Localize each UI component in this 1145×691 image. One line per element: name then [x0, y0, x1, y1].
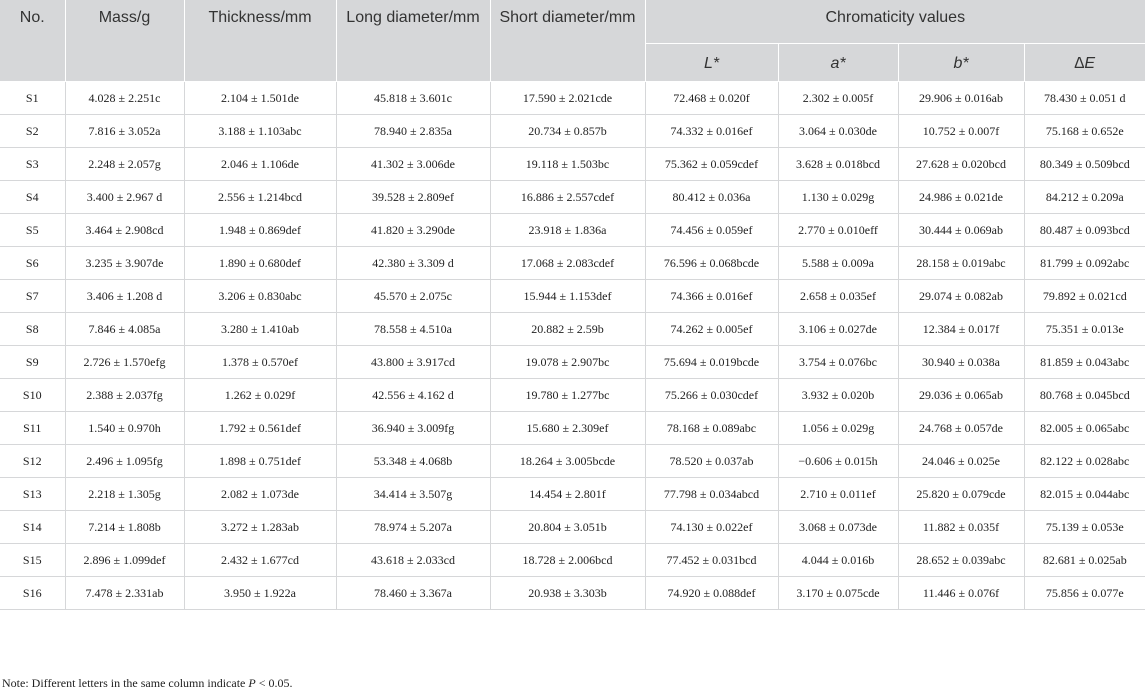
table-row: [0, 478, 1145, 511]
cell-b-star: 24.046 ± 0.025e: [898, 445, 1024, 478]
cell-mass: 2.218 ± 1.305g: [65, 478, 184, 511]
table-row: [0, 577, 1145, 610]
cell-l-star: 74.130 ± 0.022ef: [645, 511, 778, 544]
cell-l-star: 75.694 ± 0.019bcde: [645, 346, 778, 379]
cell-short-diameter: 19.118 ± 1.503bc: [490, 148, 645, 181]
cell-thickness: 1.262 ± 0.029f: [184, 379, 336, 412]
cell-a-star: −0.606 ± 0.015h: [778, 445, 898, 478]
table-body: [0, 82, 1145, 610]
table-row: [0, 412, 1145, 445]
header-delta-e: ∆E: [1024, 44, 1145, 82]
cell-a-star: 2.658 ± 0.035ef: [778, 280, 898, 313]
header-l-star: L*: [645, 44, 778, 82]
cell-long-diameter: 53.348 ± 4.068b: [336, 445, 490, 478]
cell-mass: 2.896 ± 1.099def: [65, 544, 184, 577]
cell-delta-e: 82.015 ± 0.044abc: [1024, 478, 1145, 511]
cell-delta-e: 84.212 ± 0.209a: [1024, 181, 1145, 214]
cell-short-diameter: 19.078 ± 2.907bc: [490, 346, 645, 379]
cell-a-star: 4.044 ± 0.016b: [778, 544, 898, 577]
cell-mass: 2.726 ± 1.570efg: [65, 346, 184, 379]
cell-b-star: 24.768 ± 0.057de: [898, 412, 1024, 445]
cell-a-star: 5.588 ± 0.009a: [778, 247, 898, 280]
cell-short-diameter: 18.264 ± 3.005bcde: [490, 445, 645, 478]
cell-b-star: 30.940 ± 0.038a: [898, 346, 1024, 379]
cell-l-star: 77.452 ± 0.031bcd: [645, 544, 778, 577]
cell-short-diameter: 15.944 ± 1.153def: [490, 280, 645, 313]
cell-no: S8: [0, 313, 65, 346]
cell-l-star: 76.596 ± 0.068bcde: [645, 247, 778, 280]
cell-delta-e: 75.168 ± 0.652e: [1024, 115, 1145, 148]
cell-long-diameter: 78.460 ± 3.367a: [336, 577, 490, 610]
table-row: [0, 115, 1145, 148]
cell-no: S10: [0, 379, 65, 412]
cell-l-star: 72.468 ± 0.020f: [645, 82, 778, 115]
table-row: [0, 379, 1145, 412]
cell-delta-e: 78.430 ± 0.051 d: [1024, 82, 1145, 115]
cell-l-star: 74.332 ± 0.016ef: [645, 115, 778, 148]
cell-mass: 1.540 ± 0.970h: [65, 412, 184, 445]
cell-short-diameter: 20.938 ± 3.303b: [490, 577, 645, 610]
cell-a-star: 3.106 ± 0.027de: [778, 313, 898, 346]
cell-no: S9: [0, 346, 65, 379]
cell-long-diameter: 39.528 ± 2.809ef: [336, 181, 490, 214]
cell-delta-e: 82.005 ± 0.065abc: [1024, 412, 1145, 445]
cell-l-star: 78.520 ± 0.037ab: [645, 445, 778, 478]
cell-mass: 3.400 ± 2.967 d: [65, 181, 184, 214]
cell-short-diameter: 20.734 ± 0.857b: [490, 115, 645, 148]
cell-long-diameter: 34.414 ± 3.507g: [336, 478, 490, 511]
cell-b-star: 28.158 ± 0.019abc: [898, 247, 1024, 280]
cell-delta-e: 82.681 ± 0.025ab: [1024, 544, 1145, 577]
cell-long-diameter: 43.800 ± 3.917cd: [336, 346, 490, 379]
cell-short-diameter: 17.068 ± 2.083cdef: [490, 247, 645, 280]
cell-delta-e: 81.799 ± 0.092abc: [1024, 247, 1145, 280]
table-row: [0, 544, 1145, 577]
note-suffix: < 0.05.: [255, 676, 293, 690]
header-long-diameter: Long diameter/mm: [336, 0, 490, 82]
cell-delta-e: 75.351 ± 0.013e: [1024, 313, 1145, 346]
cell-long-diameter: 78.940 ± 2.835a: [336, 115, 490, 148]
header-thickness: Thickness/mm: [184, 0, 336, 82]
cell-l-star: 74.366 ± 0.016ef: [645, 280, 778, 313]
cell-delta-e: 82.122 ± 0.028abc: [1024, 445, 1145, 478]
cell-no: S4: [0, 181, 65, 214]
cell-long-diameter: 36.940 ± 3.009fg: [336, 412, 490, 445]
table-note: [2, 676, 293, 691]
cell-l-star: 75.266 ± 0.030cdef: [645, 379, 778, 412]
cell-short-diameter: 20.804 ± 3.051b: [490, 511, 645, 544]
table-row: [0, 280, 1145, 313]
cell-l-star: 74.920 ± 0.088def: [645, 577, 778, 610]
cell-thickness: 2.432 ± 1.677cd: [184, 544, 336, 577]
cell-delta-e: 80.487 ± 0.093bcd: [1024, 214, 1145, 247]
cell-a-star: 2.770 ± 0.010eff: [778, 214, 898, 247]
cell-l-star: 77.798 ± 0.034abcd: [645, 478, 778, 511]
table-row: [0, 445, 1145, 478]
cell-thickness: 2.046 ± 1.106de: [184, 148, 336, 181]
cell-a-star: 3.628 ± 0.018bcd: [778, 148, 898, 181]
cell-l-star: 80.412 ± 0.036a: [645, 181, 778, 214]
cell-b-star: 11.446 ± 0.076f: [898, 577, 1024, 610]
cell-a-star: 1.130 ± 0.029g: [778, 181, 898, 214]
cell-short-diameter: 15.680 ± 2.309ef: [490, 412, 645, 445]
header-short-diameter: Short diameter/mm: [490, 0, 645, 82]
cell-long-diameter: 43.618 ± 2.033cd: [336, 544, 490, 577]
cell-a-star: 2.302 ± 0.005f: [778, 82, 898, 115]
cell-no: S3: [0, 148, 65, 181]
cell-mass: 4.028 ± 2.251c: [65, 82, 184, 115]
cell-long-diameter: 78.974 ± 5.207a: [336, 511, 490, 544]
table-row: [0, 82, 1145, 115]
cell-thickness: 3.272 ± 1.283ab: [184, 511, 336, 544]
cell-delta-e: 80.768 ± 0.045bcd: [1024, 379, 1145, 412]
cell-delta-e: 75.139 ± 0.053e: [1024, 511, 1145, 544]
table-row: [0, 181, 1145, 214]
cell-no: S14: [0, 511, 65, 544]
cell-long-diameter: 41.302 ± 3.006de: [336, 148, 490, 181]
cell-b-star: 25.820 ± 0.079cde: [898, 478, 1024, 511]
cell-thickness: 2.082 ± 1.073de: [184, 478, 336, 511]
table-row: [0, 313, 1145, 346]
cell-no: S11: [0, 412, 65, 445]
cell-mass: 2.496 ± 1.095fg: [65, 445, 184, 478]
cell-thickness: 1.948 ± 0.869def: [184, 214, 336, 247]
cell-no: S15: [0, 544, 65, 577]
cell-l-star: 75.362 ± 0.059cdef: [645, 148, 778, 181]
cell-short-diameter: 18.728 ± 2.006bcd: [490, 544, 645, 577]
cell-short-diameter: 20.882 ± 2.59b: [490, 313, 645, 346]
cell-short-diameter: 17.590 ± 2.021cde: [490, 82, 645, 115]
cell-short-diameter: 19.780 ± 1.277bc: [490, 379, 645, 412]
cell-delta-e: 81.859 ± 0.043abc: [1024, 346, 1145, 379]
header-b-star: b*: [898, 44, 1024, 82]
header-a-star: a*: [778, 44, 898, 82]
table-row: [0, 247, 1145, 280]
cell-b-star: 24.986 ± 0.021de: [898, 181, 1024, 214]
cell-no: S16: [0, 577, 65, 610]
cell-a-star: 3.170 ± 0.075cde: [778, 577, 898, 610]
cell-l-star: 78.168 ± 0.089abc: [645, 412, 778, 445]
cell-no: S2: [0, 115, 65, 148]
cell-mass: 7.816 ± 3.052a: [65, 115, 184, 148]
cell-delta-e: 80.349 ± 0.509bcd: [1024, 148, 1145, 181]
cell-thickness: 1.898 ± 0.751def: [184, 445, 336, 478]
note-prefix: Note: Different letters in the same column indicate: [2, 676, 249, 690]
table-row: [0, 148, 1145, 181]
note-p: P: [248, 676, 256, 690]
cell-long-diameter: 78.558 ± 4.510a: [336, 313, 490, 346]
cell-long-diameter: 41.820 ± 3.290de: [336, 214, 490, 247]
table-row: [0, 214, 1145, 247]
cell-mass: 2.388 ± 2.037fg: [65, 379, 184, 412]
header-mass: Mass/g: [65, 0, 184, 82]
cell-a-star: 2.710 ± 0.011ef: [778, 478, 898, 511]
cell-a-star: 1.056 ± 0.029g: [778, 412, 898, 445]
cell-thickness: 1.792 ± 0.561def: [184, 412, 336, 445]
cell-thickness: 3.280 ± 1.410ab: [184, 313, 336, 346]
cell-mass: 3.464 ± 2.908cd: [65, 214, 184, 247]
cell-short-diameter: 14.454 ± 2.801f: [490, 478, 645, 511]
cell-thickness: 2.104 ± 1.501de: [184, 82, 336, 115]
cell-long-diameter: 42.380 ± 3.309 d: [336, 247, 490, 280]
cell-no: S6: [0, 247, 65, 280]
cell-long-diameter: 42.556 ± 4.162 d: [336, 379, 490, 412]
cell-short-diameter: 16.886 ± 2.557cdef: [490, 181, 645, 214]
cell-b-star: 11.882 ± 0.035f: [898, 511, 1024, 544]
cell-mass: 7.846 ± 4.085a: [65, 313, 184, 346]
cell-mass: 3.406 ± 1.208 d: [65, 280, 184, 313]
cell-b-star: 28.652 ± 0.039abc: [898, 544, 1024, 577]
cell-b-star: 29.074 ± 0.082ab: [898, 280, 1024, 313]
cell-thickness: 3.206 ± 0.830abc: [184, 280, 336, 313]
cell-b-star: 29.906 ± 0.016ab: [898, 82, 1024, 115]
cell-mass: 2.248 ± 2.057g: [65, 148, 184, 181]
cell-thickness: 2.556 ± 1.214bcd: [184, 181, 336, 214]
table-row: [0, 511, 1145, 544]
cell-l-star: 74.262 ± 0.005ef: [645, 313, 778, 346]
cell-mass: 7.214 ± 1.808b: [65, 511, 184, 544]
cell-b-star: 12.384 ± 0.017f: [898, 313, 1024, 346]
cell-no: S1: [0, 82, 65, 115]
cell-thickness: 1.378 ± 0.570ef: [184, 346, 336, 379]
cell-b-star: 30.444 ± 0.069ab: [898, 214, 1024, 247]
header-chromaticity: Chromaticity values: [645, 0, 1145, 44]
cell-a-star: 3.064 ± 0.030de: [778, 115, 898, 148]
cell-long-diameter: 45.818 ± 3.601c: [336, 82, 490, 115]
cell-delta-e: 75.856 ± 0.077e: [1024, 577, 1145, 610]
cell-b-star: 27.628 ± 0.020bcd: [898, 148, 1024, 181]
cell-mass: 3.235 ± 3.907de: [65, 247, 184, 280]
cell-short-diameter: 23.918 ± 1.836a: [490, 214, 645, 247]
cell-a-star: 3.932 ± 0.020b: [778, 379, 898, 412]
cell-b-star: 29.036 ± 0.065ab: [898, 379, 1024, 412]
cell-thickness: 1.890 ± 0.680def: [184, 247, 336, 280]
cell-a-star: 3.754 ± 0.076bc: [778, 346, 898, 379]
cell-b-star: 10.752 ± 0.007f: [898, 115, 1024, 148]
cell-no: S7: [0, 280, 65, 313]
cell-no: S5: [0, 214, 65, 247]
cell-mass: 7.478 ± 2.331ab: [65, 577, 184, 610]
table-row: [0, 346, 1145, 379]
cell-long-diameter: 45.570 ± 2.075c: [336, 280, 490, 313]
cell-thickness: 3.188 ± 1.103abc: [184, 115, 336, 148]
cell-no: S12: [0, 445, 65, 478]
cell-no: S13: [0, 478, 65, 511]
header-no: No.: [0, 0, 65, 82]
cell-l-star: 74.456 ± 0.059ef: [645, 214, 778, 247]
cell-delta-e: 79.892 ± 0.021cd: [1024, 280, 1145, 313]
cell-thickness: 3.950 ± 1.922a: [184, 577, 336, 610]
table-header: [0, 0, 1145, 82]
cell-a-star: 3.068 ± 0.073de: [778, 511, 898, 544]
